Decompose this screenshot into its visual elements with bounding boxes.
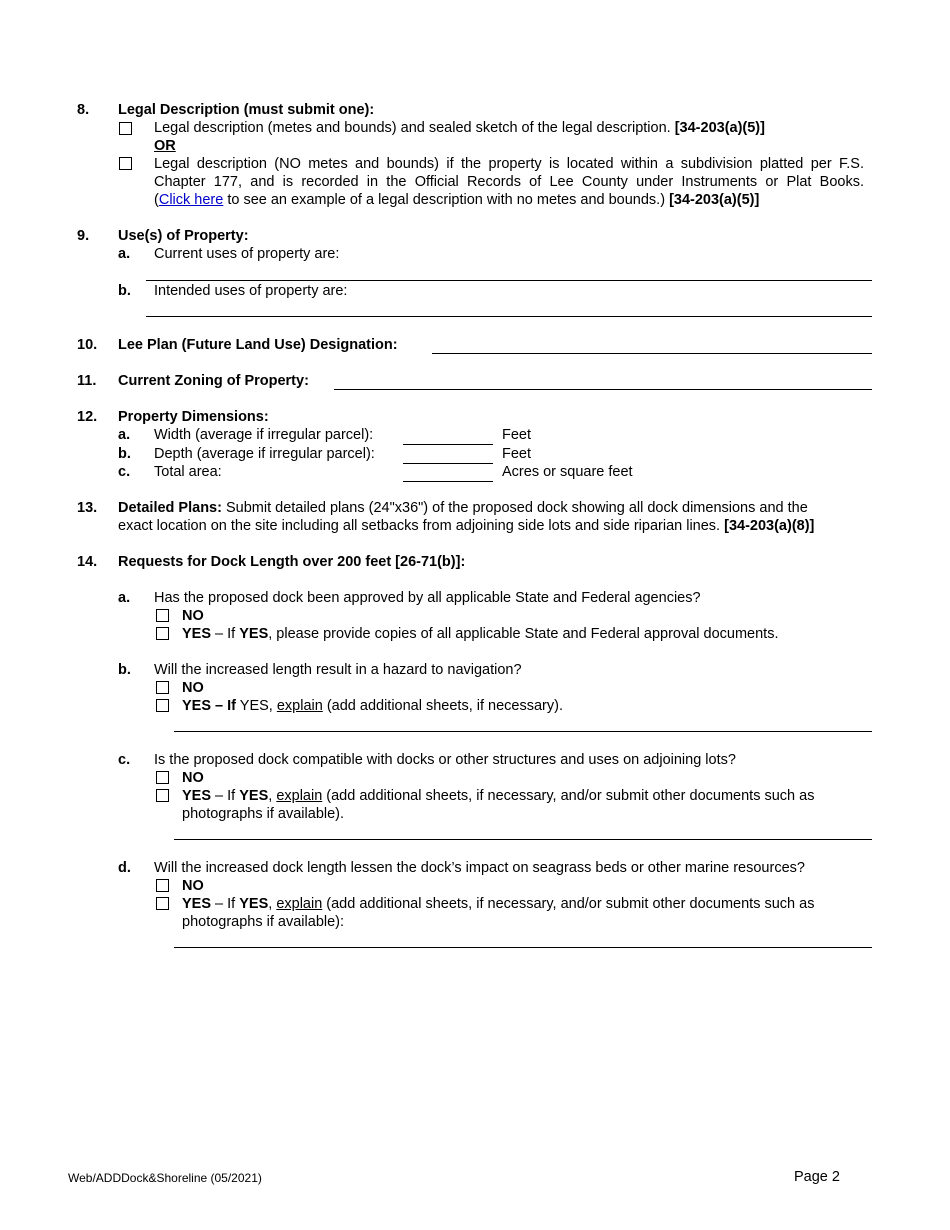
approval-yes-text: , please provide copies of all applicable State and Federal approval documents. bbox=[268, 626, 779, 642]
hazard-yes-checkbox[interactable] bbox=[156, 699, 169, 712]
detailed-plans-text-1: Submit detailed plans (24"x36") of the proposed dock showing all dock dimensions and the bbox=[221, 500, 808, 516]
legal-option-2-line-1: Legal description (NO metes and bounds) if the property is located within a subdivision platted per F.S. bbox=[154, 156, 864, 172]
compatible-yes-line-2: photographs if available). bbox=[182, 806, 345, 822]
legal-option-2-line-2: Chapter 177, and is recorded in the Official Records of Lee County under Instruments or Plat Books. bbox=[154, 174, 864, 190]
compatible-yes-checkbox[interactable] bbox=[156, 789, 169, 802]
dash-if: – If bbox=[211, 896, 240, 912]
detailed-plans-title: Detailed Plans: bbox=[118, 500, 222, 516]
yes-word-inline: YES bbox=[239, 626, 269, 642]
explain-text: explain bbox=[276, 698, 323, 714]
section-14c-question: Is the proposed dock compatible with docks or other structures and uses on adjoining lots? bbox=[154, 752, 736, 768]
or-separator: OR bbox=[154, 138, 176, 154]
current-zoning-label: Current Zoning of Property: bbox=[118, 373, 309, 389]
compatible-yes-text: (add additional sheets, if necessary, and/or submit other documents such as bbox=[322, 788, 815, 804]
approval-yes-label bbox=[182, 625, 778, 643]
approval-yes-checkbox[interactable] bbox=[156, 627, 169, 640]
explain-text: explain bbox=[276, 896, 323, 912]
section-9-title: Use(s) of Property: bbox=[118, 228, 249, 244]
lee-plan-designation-input-line[interactable] bbox=[432, 353, 872, 354]
section-11-number: 11. bbox=[77, 373, 97, 389]
total-area-label: Total area: bbox=[154, 464, 222, 480]
section-12-title: Property Dimensions: bbox=[118, 409, 269, 425]
explain-text: explain bbox=[276, 788, 323, 804]
depth-label: Depth (average if irregular parcel): bbox=[154, 446, 375, 462]
yes-word-inline: YES bbox=[239, 788, 269, 804]
section-8-title: Legal Description (must submit one): bbox=[118, 102, 375, 118]
detailed-plans-text-2: exact location on the site including all setbacks from adjoining side lots and side riparian lines. bbox=[118, 518, 725, 534]
click-here-link[interactable]: Click here bbox=[158, 192, 224, 208]
dash-if-bold: – If bbox=[211, 698, 236, 714]
seagrass-no-checkbox[interactable] bbox=[156, 879, 169, 892]
section-14b-label: b. bbox=[118, 662, 131, 678]
width-label: Width (average if irregular parcel): bbox=[154, 427, 374, 443]
section-14b-question: Will the increased length result in a hazard to navigation? bbox=[154, 662, 522, 678]
section-14c-label: c. bbox=[118, 752, 131, 768]
yes-word: YES bbox=[182, 788, 212, 804]
seagrass-yes-line-2: photographs if available): bbox=[182, 914, 345, 930]
hazard-explain-input-line[interactable] bbox=[174, 731, 872, 732]
hazard-yes-text: (add additional sheets, if necessary). bbox=[322, 698, 563, 714]
width-input-line[interactable] bbox=[403, 444, 493, 445]
intended-uses-input-line[interactable] bbox=[146, 316, 872, 317]
seagrass-yes-label bbox=[182, 895, 814, 913]
yes-word: YES bbox=[182, 896, 212, 912]
depth-input-line[interactable] bbox=[403, 463, 493, 464]
legal-option-2-line-3 bbox=[154, 191, 759, 209]
total-area-unit: Acres or square feet bbox=[502, 464, 633, 480]
legal-description-no-metes-checkbox[interactable] bbox=[119, 157, 132, 170]
hazard-no-label: NO bbox=[182, 680, 204, 696]
yes-word: YES bbox=[182, 698, 212, 714]
legal-option-1-text: Legal description (metes and bounds) and sealed sketch of the legal description. bbox=[154, 120, 675, 136]
section-14d-label: d. bbox=[118, 860, 131, 876]
section-10-number: 10. bbox=[77, 337, 98, 353]
yes-word-inline: YES bbox=[239, 896, 269, 912]
seagrass-no-label: NO bbox=[182, 878, 204, 894]
section-12-number: 12. bbox=[77, 409, 98, 425]
yes-mid-text: YES, bbox=[236, 698, 277, 714]
section-12c-label: c. bbox=[118, 464, 131, 480]
section-13-number: 13. bbox=[77, 500, 98, 516]
hazard-no-checkbox[interactable] bbox=[156, 681, 169, 694]
seagrass-yes-checkbox[interactable] bbox=[156, 897, 169, 910]
legal-description-metes-checkbox[interactable] bbox=[119, 122, 132, 135]
section-12a-label: a. bbox=[118, 427, 131, 443]
current-uses-label: Current uses of property are: bbox=[154, 246, 340, 262]
legal-option-2-line-3-text: to see an example of a legal description with no metes and bounds.) bbox=[223, 192, 670, 208]
seagrass-explain-input-line[interactable] bbox=[174, 947, 872, 948]
comma: , bbox=[268, 896, 277, 912]
section-14-number: 14. bbox=[77, 554, 98, 570]
legal-option-1-ref: [34-203(a)(5)] bbox=[674, 120, 765, 136]
current-zoning-input-line[interactable] bbox=[334, 389, 872, 390]
approval-no-label: NO bbox=[182, 608, 204, 624]
depth-unit: Feet bbox=[502, 446, 532, 462]
compatible-explain-input-line[interactable] bbox=[174, 839, 872, 840]
section-12b-label: b. bbox=[118, 446, 131, 462]
comma: , bbox=[268, 788, 277, 804]
footer-form-id: Web/ADDDock&Shoreline (05/2021) bbox=[68, 1171, 262, 1185]
section-14-title: Requests for Dock Length over 200 feet [26-71(b)]: bbox=[118, 554, 466, 570]
compatible-no-checkbox[interactable] bbox=[156, 771, 169, 784]
legal-option-1 bbox=[154, 119, 765, 137]
approval-no-checkbox[interactable] bbox=[156, 609, 169, 622]
hazard-yes-label bbox=[182, 697, 563, 715]
detailed-plans-line-2 bbox=[118, 517, 814, 535]
paren-open: ( bbox=[154, 192, 159, 208]
legal-option-2-ref: [34-203(a)(5)] bbox=[669, 192, 760, 208]
intended-uses-label: Intended uses of property are: bbox=[154, 283, 348, 299]
compatible-yes-label bbox=[182, 787, 814, 805]
page-number: Page 2 bbox=[794, 1169, 840, 1185]
compatible-no-label: NO bbox=[182, 770, 204, 786]
width-unit: Feet bbox=[502, 427, 532, 443]
section-9-number: 9. bbox=[77, 228, 90, 244]
detailed-plans-ref: [34-203(a)(8)] bbox=[724, 518, 815, 534]
lee-plan-designation-label: Lee Plan (Future Land Use) Designation: bbox=[118, 337, 398, 353]
section-9b-label: b. bbox=[118, 283, 131, 299]
dash-if: – If bbox=[211, 626, 240, 642]
seagrass-yes-text: (add additional sheets, if necessary, and/or submit other documents such as bbox=[322, 896, 815, 912]
total-area-input-line[interactable] bbox=[403, 481, 493, 482]
section-14d-question: Will the increased dock length lessen the dock’s impact on seagrass beds or other marine resources? bbox=[154, 860, 805, 876]
section-9a-label: a. bbox=[118, 246, 131, 262]
yes-word: YES bbox=[182, 626, 212, 642]
section-8-number: 8. bbox=[77, 102, 90, 118]
current-uses-input-line[interactable] bbox=[146, 280, 872, 281]
section-14a-label: a. bbox=[118, 590, 131, 606]
detailed-plans-line-1 bbox=[118, 499, 808, 517]
section-14a-question: Has the proposed dock been approved by all applicable State and Federal agencies? bbox=[154, 590, 701, 606]
dash-if: – If bbox=[211, 788, 240, 804]
